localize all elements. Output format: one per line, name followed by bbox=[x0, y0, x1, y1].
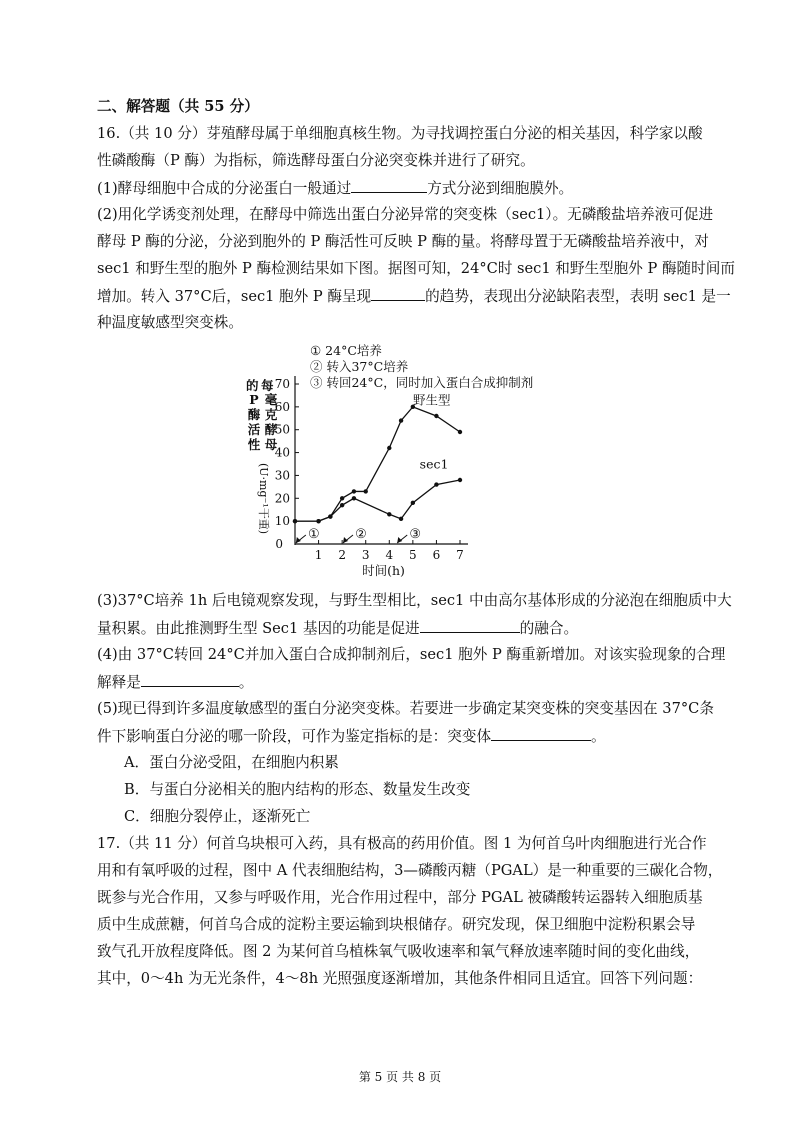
chart-legend bbox=[310, 343, 533, 390]
q16-text-line: 16.（共 10 分）芽殖酵母属于单细胞真核生物。为寻找调控蛋白分泌的相关基因，科学家以酸 bbox=[97, 125, 703, 142]
q17-text-line: 致气孔开放程度降低。图 2 为某何首乌植株氧气吸收速率和氧气释放速率随时间的变化曲线， bbox=[97, 943, 700, 960]
data-point bbox=[352, 496, 356, 500]
y-tick-label: 70 bbox=[274, 377, 290, 391]
data-point bbox=[458, 430, 462, 434]
x-axis-label: 时间(h) bbox=[362, 563, 405, 578]
y-tick-label: 40 bbox=[274, 445, 290, 460]
q17-text-line: 用和有氧呼吸的过程，图中 A 代表细胞结构，3—磷酸丙糖（PGAL）是一种重要的三碳化合物， bbox=[97, 862, 723, 879]
data-point bbox=[458, 478, 462, 482]
q16-part4-text: 解释是 bbox=[97, 674, 141, 691]
p-enzyme-chart bbox=[238, 338, 578, 578]
q16-part4-text: 。 bbox=[238, 674, 254, 691]
data-point bbox=[434, 482, 438, 486]
q17-text-line: 质中生成蔗糖，何首乌合成的淀粉主要运输到块根储存。研究发现，保卫细胞中淀粉积累会导 bbox=[97, 916, 696, 933]
y-label-char: 的 bbox=[246, 378, 259, 393]
q16-part2-line bbox=[97, 286, 731, 307]
y-tick-label: 30 bbox=[274, 468, 290, 483]
q16-part5-text: 件下影响蛋白分泌的哪一阶段，可作为鉴定指标的是：突变体 bbox=[97, 728, 492, 745]
q16-part4-line bbox=[97, 672, 707, 693]
q16-part4-line: (4)由 37°C转回 24°C并加入蛋白合成抑制剂后，sec1 胞外 P 酶重新增加。对该实验现象的合理 bbox=[97, 646, 726, 663]
data-point bbox=[328, 514, 332, 518]
y-label-char: 酶 bbox=[247, 407, 261, 422]
data-point bbox=[387, 446, 391, 450]
q16-part2-line: 酵母 P 酶的分泌，分泌到胞外的 P 酶活性可反映 P 酶的量。将酵母置于无磷酸盐培养液中，对 bbox=[97, 233, 709, 250]
q16-text-line: 性磷酸酶（P 酶）为指标，筛选酵母蛋白分泌突变株并进行了研究。 bbox=[97, 152, 535, 169]
q16-part1 bbox=[97, 178, 707, 199]
data-point bbox=[399, 418, 403, 422]
data-point bbox=[364, 489, 368, 493]
series-label: 野生型 bbox=[412, 392, 451, 408]
phase-marker: ① bbox=[308, 527, 320, 542]
x-tick-label: 1 bbox=[314, 548, 323, 562]
x-tick-label: 5 bbox=[409, 548, 417, 562]
answer-blank[interactable] bbox=[351, 178, 427, 193]
data-point bbox=[293, 519, 297, 523]
data-point bbox=[387, 512, 391, 516]
q16-part2-line: sec1 和野生型的胞外 P 酶检测结果如下图。据图可知，24°C时 sec1 和野生型胞外 P 酶随时间而 bbox=[97, 260, 735, 277]
q16-part2-line: (2)用化学诱变剂处理，在酵母中筛选出蛋白分泌异常的突变株（sec1）。无磷酸盐培养液可促进 bbox=[97, 206, 714, 223]
phase-marker: ② bbox=[355, 527, 367, 542]
answer-blank[interactable] bbox=[491, 726, 591, 741]
answer-blank[interactable] bbox=[420, 618, 520, 633]
q16-part2-text: 的趋势，表现出分泌缺陷表型，表明 sec1 是一 bbox=[425, 288, 731, 305]
x-tick-label: 2 bbox=[338, 548, 346, 562]
q16-part5-line: (5)现已得到许多温度敏感型的蛋白分泌突变株。若要进一步确定某突变株的突变基因在 37°C条 bbox=[97, 700, 714, 717]
data-point bbox=[399, 517, 403, 521]
legend-entry: ③ 转回24°C，同时加入蛋白合成抑制剂 bbox=[310, 375, 534, 390]
q16-part3-text: 量积累。由此推测野生型 Sec1 基因的功能是促进 bbox=[97, 620, 420, 637]
option-c[interactable]: C．细胞分裂停止，逐渐死亡 bbox=[124, 808, 311, 825]
data-point bbox=[411, 501, 415, 505]
data-point bbox=[434, 414, 438, 418]
y-label-char: 每 bbox=[261, 378, 274, 393]
y-label-char: P bbox=[249, 392, 259, 407]
x-tick-label: 6 bbox=[432, 548, 441, 562]
q17-text-line: 其中，0～4h 为无光条件，4～8h 光照强度逐渐增加，其他条件相同且适宜。回答下列问题： bbox=[97, 970, 703, 987]
q16-part5-text: 。 bbox=[591, 728, 606, 745]
y-tick-label: 20 bbox=[274, 491, 290, 506]
q17-text-line: 既参与光合作用，又参与呼吸作用，光合作用过程中，部分 PGAL 被磷酸转运器转入细胞质基 bbox=[97, 889, 703, 906]
page-footer: 第 5 页 共 8 页 bbox=[358, 1070, 442, 1084]
q16-part1-text: (1)酵母细胞中合成的分泌蛋白一般通过 bbox=[97, 180, 352, 197]
q16-part2-text: 增加。转入 37°C后，sec1 胞外 P 酶呈现 bbox=[97, 288, 372, 305]
q16-part3-line bbox=[97, 618, 707, 639]
q16-part2-line: 种温度敏感型突变株。 bbox=[97, 314, 243, 331]
chart-series bbox=[293, 393, 462, 524]
data-point bbox=[352, 489, 356, 493]
section-title: 二、解答题（共 55 分） bbox=[97, 98, 259, 115]
y-label-char: 母 bbox=[264, 437, 278, 452]
y-label-char: 性 bbox=[247, 437, 261, 452]
y-label-char: 酵 bbox=[264, 422, 278, 437]
legend-entry: ① 24°C培养 bbox=[310, 343, 382, 358]
chart-y-axis-label bbox=[246, 378, 278, 534]
y-tick-label: 10 bbox=[274, 514, 290, 529]
y-tick-label: 50 bbox=[274, 422, 290, 437]
q16-part1-text: 方式分泌到细胞膜外。 bbox=[427, 180, 574, 197]
q16-part5-line bbox=[97, 726, 707, 747]
option-a[interactable]: A．蛋白分泌受阻，在细胞内积累 bbox=[124, 754, 339, 771]
q16-part3-line: (3)37°C培养 1h 后电镜观察发现，与野生型相比，sec1 中由高尔基体形成的分泌泡在细胞质中大 bbox=[97, 592, 732, 609]
y-label-char: 克 bbox=[264, 407, 278, 422]
x-tick-label: 3 bbox=[361, 548, 370, 562]
data-point bbox=[340, 503, 344, 507]
legend-entry: ② 转入37°C培养 bbox=[310, 359, 409, 374]
answer-blank[interactable] bbox=[371, 286, 425, 301]
data-point bbox=[316, 519, 320, 523]
y-label-char: 毫 bbox=[264, 392, 278, 407]
y-tick-label: 0 bbox=[275, 537, 283, 551]
series-label: sec1 bbox=[419, 456, 449, 472]
x-tick-label: 4 bbox=[385, 548, 394, 562]
q16-part3-text: 的融合。 bbox=[519, 620, 579, 637]
x-tick-label: 7 bbox=[456, 548, 464, 562]
y-label-char: 活 bbox=[247, 422, 261, 437]
y-tick-label: 60 bbox=[274, 399, 290, 414]
phase-marker: ③ bbox=[409, 527, 422, 542]
q17-text-line: 17.（共 11 分）何首乌块根可入药，具有极高的药用价值。图 1 为何首乌叶肉细胞进行光合作 bbox=[97, 835, 707, 852]
answer-blank[interactable] bbox=[141, 672, 239, 687]
option-b[interactable]: B．与蛋白分泌相关的胞内结构的形态、数量发生改变 bbox=[124, 781, 471, 798]
y-label-unit: (U·mg⁻¹干重) bbox=[257, 463, 270, 535]
data-point bbox=[340, 496, 344, 500]
